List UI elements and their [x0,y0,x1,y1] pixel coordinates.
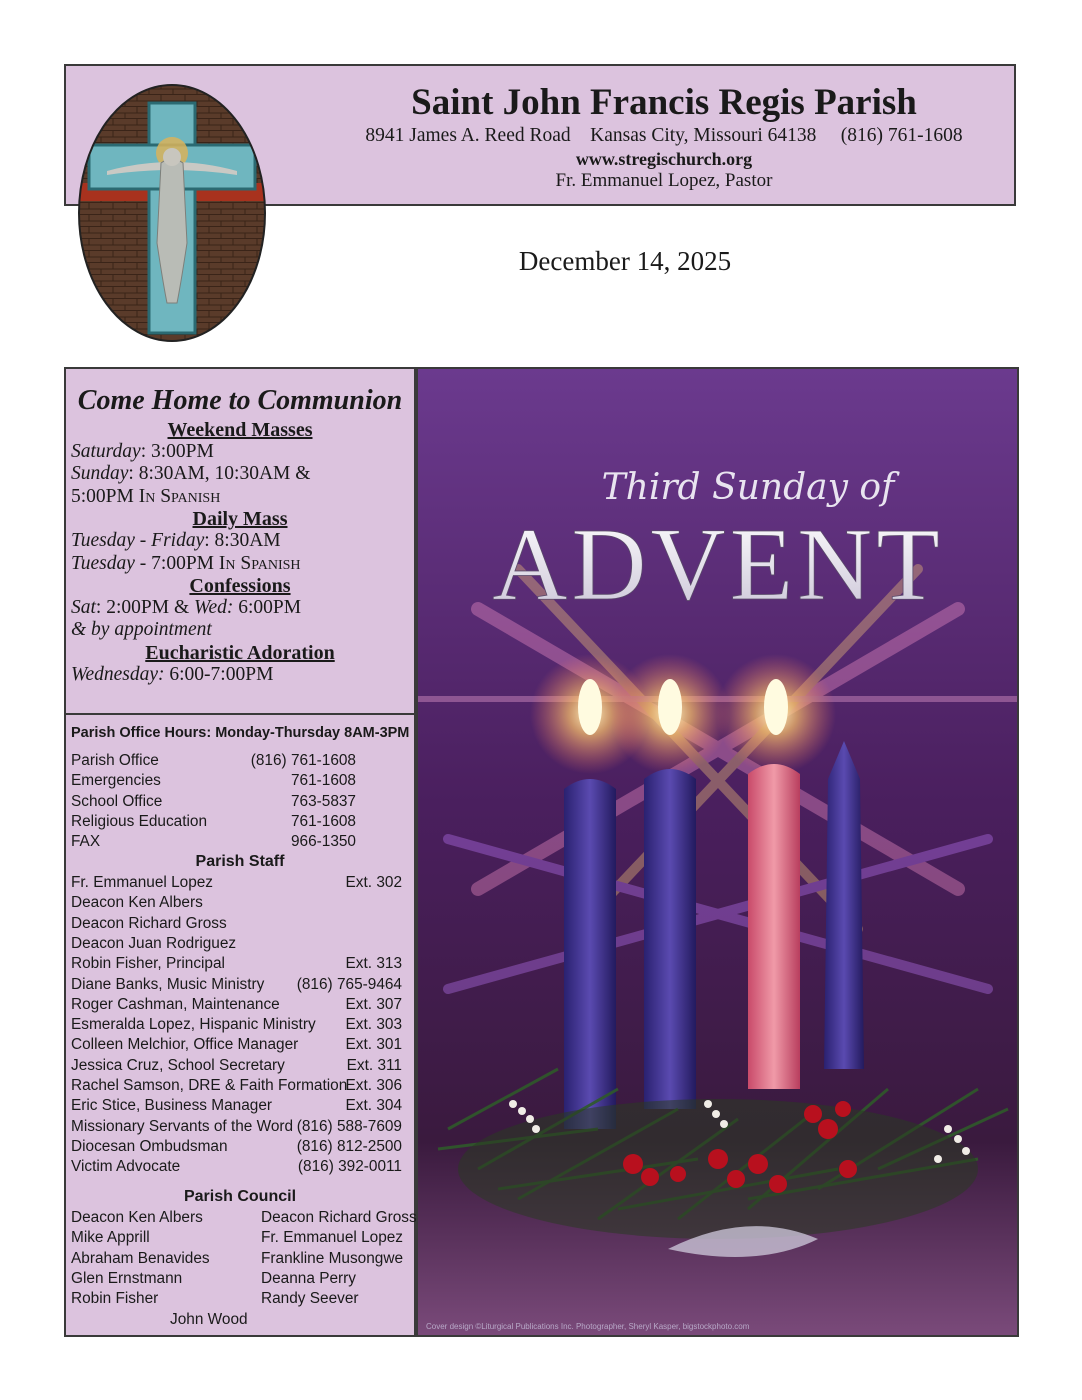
contact-row-name: Parish Office [71,752,159,769]
confessions-times [66,597,414,619]
daily-mass-heading: Daily Mass [192,508,288,531]
staff-row-value: Ext. 303 [345,1016,402,1034]
sunday-mass [66,463,414,485]
contact-row-value: 966-1350 [290,833,356,851]
mass-schedule-title: Come Home to Communion [77,385,403,416]
mass-schedule [66,369,414,715]
staff-row [71,873,402,893]
staff-row-value: Ext. 301 [345,1036,402,1054]
daily-spanish-mass [66,553,414,575]
daily-mass [66,530,414,552]
staff-row-value: (816) 392-0011 [297,1158,402,1176]
staff-row [71,954,402,974]
confessions-wed-time: 6:00PM [233,597,302,619]
contact-row-name: Religious Education [71,812,208,830]
staff-row-value: Ext. 307 [345,995,402,1013]
staff-row [71,934,402,954]
staff-row-name: Colleen Melchior, Office Manager [71,1036,299,1054]
confessions-wed-label: Wed: [193,597,234,619]
staff-row [71,975,402,995]
confessions-sat-label: Sat [71,597,96,619]
council-member: Deanna Perry [261,1269,356,1287]
confessions-appointment [66,619,414,641]
staff-row-name: Fr. Emmanuel Lopez [71,874,214,891]
contact-row-value: 763-5837 [290,792,356,810]
info-column [64,367,416,1337]
header-text [314,82,1014,192]
contact-row [71,832,402,852]
bulletin-date: December 14, 2025 [518,246,732,276]
staff-row-name: Jessica Cruz, School Secretary [71,1056,285,1074]
staff-row-name: Diocesan Ombudsman [71,1137,228,1155]
staff-row-name: Esmeralda Lopez, Hispanic Ministry [71,1016,316,1034]
cover-title-line2: ADVENT [492,507,944,622]
weekend-masses-heading: Weekend Masses [167,419,313,441]
sunday-spanish-mass: 5:00PM In Spanish [71,485,221,507]
staff-row [71,914,402,934]
staff-row-name: Diane Banks, Music Ministry [71,975,265,993]
crucifix-logo [77,83,267,343]
staff-row [71,1035,402,1055]
council-member: Deacon Richard Gross [261,1209,417,1226]
adoration-time-line [66,664,414,686]
saturday-mass [66,441,414,463]
parish-address: 8941 James A. Reed Road Kansas City, Missouri 64138 (816) 761-1608 [365,125,963,146]
cover-credit: Cover design ©Liturgical Publications Inc. Photographer, Sheryl Kasper, bigstockphoto.com [426,1322,750,1331]
staff-row [71,1015,402,1035]
council-member: Abraham Benavides [71,1249,210,1267]
council-member: Frankline Musongwe [261,1249,404,1267]
staff-row-value: Ext. 304 [345,1097,402,1115]
staff-row-name: Deacon Richard Gross [71,914,227,932]
council-member: Mike Apprill [71,1229,150,1247]
council-member: Glen Ernstmann [71,1269,183,1287]
staff-row-name: Victim Advocate [71,1158,181,1176]
daily-time: : 8:30AM [204,530,281,552]
contact-row [71,771,402,791]
staff-row [71,1117,402,1137]
council-member: Randy Seever [261,1290,359,1308]
staff-row-name: Robin Fisher, Principal [71,955,225,973]
staff-row-name: Deacon Juan Rodriguez [71,934,237,952]
office-hours: Parish Office Hours: Monday-Thursday 8AM-3PM [71,725,410,741]
confessions-sat-time: : 2:00PM & [95,597,194,619]
staff-row-value: (816) 765-9464 [296,975,402,993]
office-directory [66,715,417,1335]
staff-row-name: Roger Cashman, Maintenance [71,995,280,1013]
advent-cover-image [416,367,1019,1337]
staff-row [71,1056,402,1076]
council-member: Robin Fisher [71,1290,159,1308]
council-member: Fr. Emmanuel Lopez [261,1229,404,1247]
staff-row-value: (816) 812-2500 [296,1137,402,1155]
pastor-name: Fr. Emmanuel Lopez, Pastor [555,170,773,191]
staff-row [71,1157,402,1177]
saturday-label: Saturday [71,441,141,462]
daily-spanish-label: Tuesday [71,552,135,574]
council-member: John Wood [170,1310,248,1328]
staff-row-name: Eric Stice, Business Manager [71,1097,273,1115]
staff-row-name: Deacon Ken Albers [71,894,203,912]
staff-row-name: Missionary Servants of the Word [71,1117,294,1135]
staff-heading: Parish Staff [195,853,285,870]
council-heading: Parish Council [183,1188,297,1205]
contact-row [71,751,402,771]
contact-row-name: School Office [71,792,163,810]
staff-row-value: Ext. 313 [345,955,402,973]
advent-candles-illustration [418,369,1017,1335]
parish-name: Saint John Francis Regis Parish [411,82,917,123]
staff-row [71,893,402,913]
daily-spanish-time: - 7:00PM In Spanish [134,552,301,574]
appointment-text: & by appointment [71,619,212,641]
staff-row-value: (816) 588-7609 [296,1117,402,1135]
staff-row [71,995,402,1015]
parish-website[interactable]: www.stregischurch.org [575,149,753,169]
daily-label: Tuesday - Friday [71,530,205,552]
contact-row-name: FAX [71,833,101,851]
confessions-heading: Confessions [189,575,291,598]
staff-row-name: Rachel Samson, DRE & Faith Formation [71,1077,348,1094]
staff-row [71,1137,402,1157]
staff-row [71,1076,402,1096]
adoration-time: 6:00-7:00PM [164,663,274,685]
sunday-label: Sunday [71,463,129,485]
cover-title-line1: Third Sunday of [601,467,895,508]
council-member: Deacon Ken Albers [71,1209,203,1226]
contact-row [71,812,402,832]
contact-row-value: (816) 761-1608 [250,752,356,769]
contact-row-value: 761-1608 [290,812,356,830]
adoration-heading: Eucharistic Adoration [145,641,335,664]
staff-row-value: Ext. 311 [346,1056,402,1074]
staff-row [71,1096,402,1116]
sunday-time: : 8:30AM, 10:30AM & [128,463,311,485]
contact-row [71,792,402,812]
staff-row-value: Ext. 302 [345,874,402,891]
adoration-label: Wednesday: [71,663,165,685]
saturday-time: : 3:00PM [140,441,214,462]
contact-row-name: Emergencies [71,772,161,790]
contact-row-value: 761-1608 [290,772,356,790]
staff-row-value: Ext. 306 [345,1077,402,1094]
